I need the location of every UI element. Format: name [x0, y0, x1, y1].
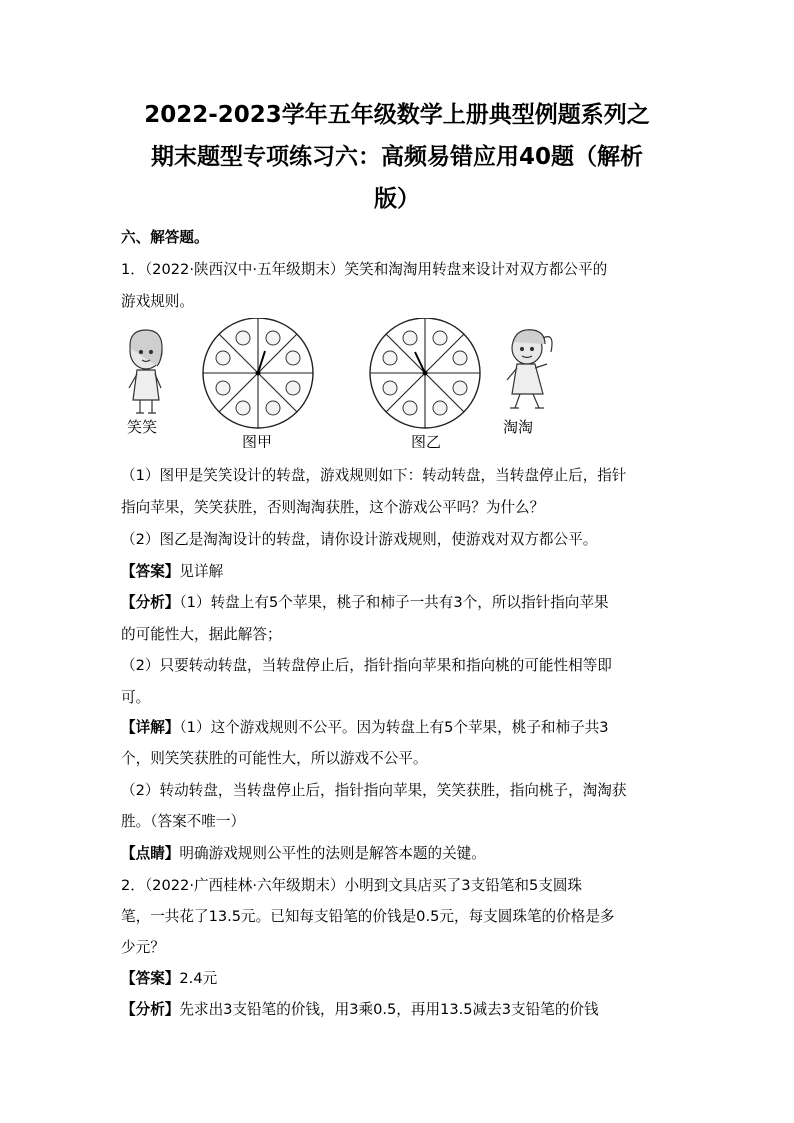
q1-detail-line1 [121, 718, 609, 738]
detail-text: （1）这个游戏规则不公平。因为转盘上有5个苹果，桃子和柿子共3 [179, 719, 609, 736]
analysis-tag: 【分析】 [121, 594, 180, 611]
page-title-line3: 版） [374, 186, 420, 212]
q1-detail-line2: 个，则笑笑获胜的可能性大，所以游戏不公平。 [121, 750, 428, 767]
q1-stem-line1: 1．（2022·陕西汉中·五年级期末）笑笑和淘淘用转盘来设计对双方都公平的 [121, 261, 608, 278]
answer-tag: 【答案】 [121, 563, 180, 580]
analysis-text: 先求出3支铅笔的价钱，用3乘0.5，再用13.5减去3支铅笔的价钱 [179, 1001, 599, 1018]
q2-answer [121, 969, 217, 989]
wheel-a [203, 318, 313, 428]
q1-analysis-line4: 可。 [121, 689, 151, 706]
q2-analysis [121, 1000, 599, 1020]
xiaoxiao-girl-illustration [129, 330, 162, 413]
q2-stem-line1: 2．（2022·广西桂林·六年级期末）小明到文具店买了3支铅笔和5支圆珠 [121, 877, 583, 894]
q1-answer [121, 562, 223, 582]
q1-stem-line2: 游戏规则。 [121, 293, 194, 310]
q1-analysis-line1 [121, 593, 609, 613]
q2-stem-line3: 少元？ [121, 939, 165, 956]
q1-analysis-line3: （2）只要转动转盘，当转盘停止后，指针指向苹果和指向桃的可能性相等即 [121, 657, 612, 674]
q1-figure [115, 318, 565, 448]
left-person-label: 笑笑 [127, 418, 158, 436]
comment-text: 明确游戏规则公平性的法则是解答本题的关键。 [179, 845, 486, 862]
analysis-text: （1）转盘上有5个苹果，桃子和柿子一共有3个，所以指针指向苹果 [179, 594, 609, 611]
q2-stem-line2: 笔，一共花了13.5元。已知每支铅笔的价钱是0.5元，每支圆珠笔的价格是多 [121, 908, 615, 925]
q1-detail-line4: 胜。（答案不唯一） [121, 813, 246, 830]
q1-comment [121, 844, 486, 864]
q1-analysis-line2: 的可能性大，据此解答； [121, 626, 282, 643]
section-heading: 六、解答题。 [121, 229, 209, 246]
page-title-line1: 2022-2023学年五年级数学上册典型例题系列之 [144, 102, 650, 128]
comment-tag: 【点睛】 [121, 845, 180, 862]
page-title-line2: 期末题型专项练习六：高频易错应用40题（解析 [150, 144, 643, 170]
detail-tag: 【详解】 [121, 719, 180, 736]
wheel-b [370, 318, 480, 428]
q1-part1-line1: （1）图甲是笑笑设计的转盘，游戏规则如下：转动转盘，当转盘停止后，指针 [121, 467, 627, 484]
answer-tag: 【答案】 [121, 970, 180, 987]
q1-part1-line2: 指向苹果，笑笑获胜，否则淘淘获胜，这个游戏公平吗？为什么？ [121, 499, 545, 516]
wheel-b-label: 图乙 [411, 433, 442, 448]
wheel-a-label: 图甲 [242, 433, 273, 448]
analysis-tag: 【分析】 [121, 1001, 180, 1018]
taotao-girl-illustration [507, 330, 552, 408]
q1-part2: （2）图乙是淘淘设计的转盘，请你设计游戏规则，使游戏对双方都公平。 [121, 531, 598, 548]
answer-text: 2.4元 [179, 970, 218, 987]
answer-text: 见详解 [179, 563, 224, 580]
q1-detail-line3: （2）转动转盘，当转盘停止后，指针指向苹果，笑笑获胜，指向桃子，淘淘获 [121, 782, 627, 799]
right-person-label: 淘淘 [503, 418, 534, 436]
